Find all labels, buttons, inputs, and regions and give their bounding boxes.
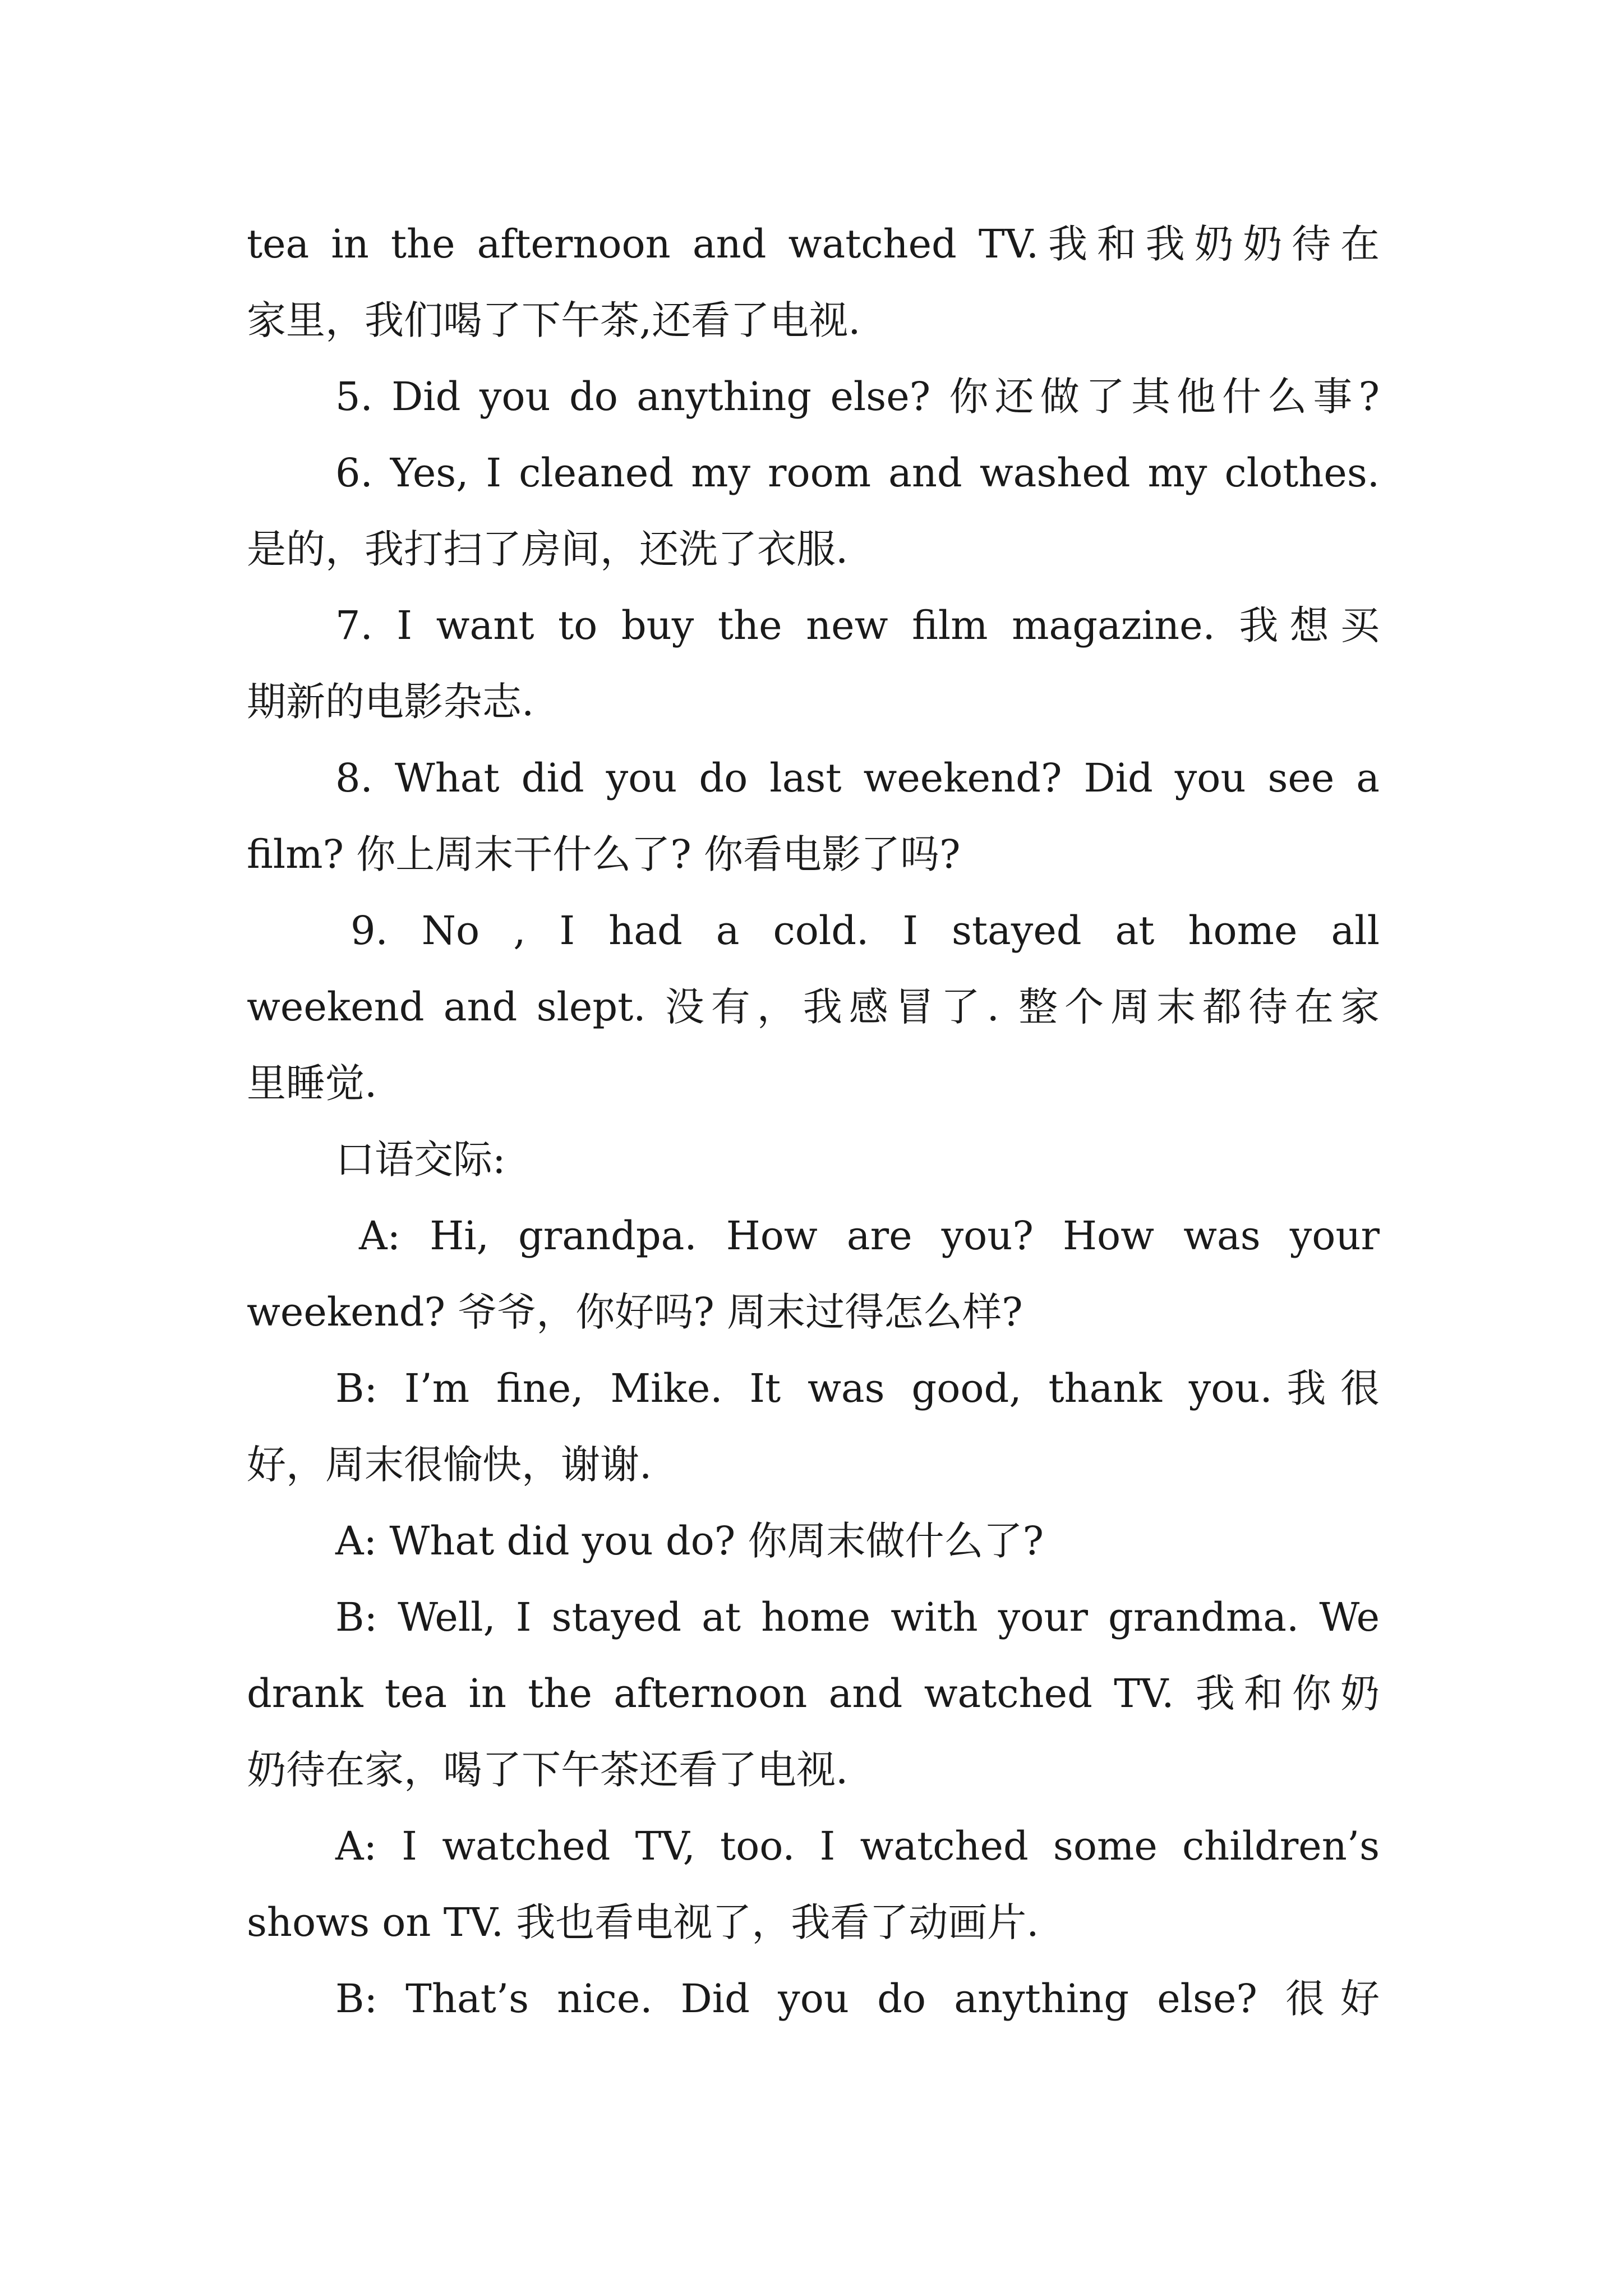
- dialogue-line: shows on TV. 我也看电视了，我看了动画片.: [247, 1899, 1039, 1945]
- dialogue-line: B: Well, I stayed at home with your grandma. We: [335, 1594, 1380, 1640]
- text-line: 7. I want to buy the new film magazine. 我想买: [335, 602, 1380, 648]
- text-line: 是的，我打扫了房间，还洗了衣服.: [247, 526, 849, 572]
- text-line: 9. No , I had a cold. I stayed at home all: [351, 908, 1380, 954]
- text-line: 6. Yes, I cleaned my room and washed my clothes.: [335, 450, 1380, 496]
- text-line: 8. What did you do last weekend? Did you see a: [335, 755, 1380, 801]
- dialogue-line: A: What did you do? 你周末做什么了?: [335, 1518, 1044, 1564]
- dialogue-line: 好，周末很愉快，谢谢.: [247, 1442, 652, 1488]
- text-line: 里睡觉.: [247, 1060, 377, 1106]
- dialogue-line: A: Hi, grandpa. How are you? How was your: [359, 1213, 1380, 1259]
- text-line: tea in the afternoon and watched TV.我和我奶奶待在: [247, 221, 1380, 267]
- text-line: 期新的电影杂志.: [247, 679, 534, 725]
- text-line: weekend and slept. 没有，我感冒了. 整个周末都待在家: [247, 984, 1380, 1030]
- dialogue-line: 奶待在家，喝了下午茶还看了电视.: [247, 1747, 849, 1793]
- text-line: film? 你上周末干什么了? 你看电影了吗?: [247, 831, 961, 877]
- dialogue-line: drank tea in the afternoon and watched TV. 我和你奶: [247, 1671, 1380, 1717]
- section-heading: 口语交际:: [335, 1137, 506, 1182]
- text-line: 5. Did you do anything else? 你还做了其他什么事?: [335, 374, 1380, 420]
- dialogue-line: B: I’m fine, Mike. It was good, thank you.我很: [335, 1365, 1380, 1411]
- dialogue-line: weekend? 爷爷，你好吗? 周末过得怎么样?: [247, 1289, 1023, 1335]
- dialogue-line: B: That’s nice. Did you do anything else? 很好: [335, 1976, 1380, 2022]
- dialogue-line: A: I watched TV, too. I watched some children’s: [335, 1823, 1380, 1869]
- text-line: 家里，我们喝了下午茶,还看了电视.: [247, 297, 861, 343]
